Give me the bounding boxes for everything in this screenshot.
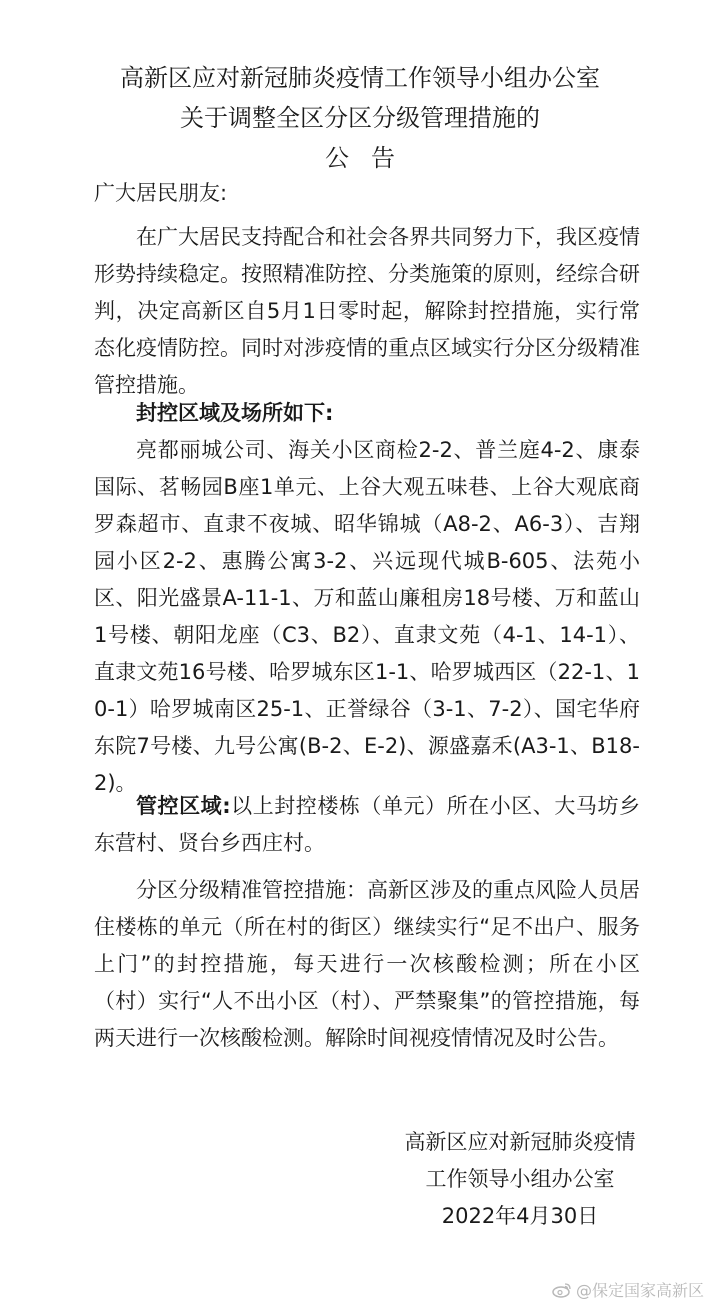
paragraph-control-area	[94, 788, 640, 862]
paragraph-measures: 分区分级精准管控措施：高新区涉及的重点风险人员居住楼栋的单元（所在村的街区）继续实行“足不出户、服务上门”的封控措施，每天进行一次核酸检测；所在小区（村）实行“人不出小区（村）、严禁聚集”的管控措施，每两天进行一次核酸检测。解除时间视疫情情况及时公告。	[94, 878, 640, 1050]
paragraph-lockdown-list: 亮都丽城公司、海关小区商检2-2、普兰庭4-2、康泰国际、茗畅园B座1单元、上谷大观五味巷、上谷大观底商罗森超市、直隶不夜城、昭华锦城（A8-2、A6-3）、吉翔园小区2-2、惠腾公寓3-2、兴远现代城B-605、法苑小区、阳光盛景A-11-1、万和蓝山廉租房18号楼、万和蓝山1号楼、朝阳龙座（C3、B2）、直隶文苑（4-1、14-1）、直隶文苑16号楼、哈罗城东区1-1、哈罗城西区（22-1、10-1）哈罗城南区25-1、正誉绿谷（3-1、7-2）、国宅华府东院7号楼、九号公寓(B-2、E-2)、源盛嘉禾(A3-1、B18-2)。	[94, 438, 640, 795]
title-line-2: 关于调整全区分区分级管理措施的	[180, 104, 540, 132]
title-line-3: 公告	[325, 144, 417, 172]
paragraph-intro: 在广大居民支持配合和社会各界共同努力下，我区疫情形势持续稳定。按照精准防控、分类施策的原则，经综合研判，决定高新区自5月1日零时起，解除封控措施，实行常态化疫情防控。同时对涉疫情的重点区域实行分区分级精准管控措施。	[94, 225, 640, 397]
paragraph-lockdown-heading: 封控区域及场所如下:	[136, 401, 334, 425]
document-title	[0, 58, 720, 178]
salutation: 广大居民朋友:	[94, 181, 228, 205]
signature-line-2: 工作领导小组办公室	[425, 1167, 615, 1191]
signature-block	[370, 1124, 670, 1235]
signature-line-1: 高新区应对新冠肺炎疫情	[404, 1130, 636, 1154]
title-line-1: 高新区应对新冠肺炎疫情工作领导小组办公室	[120, 64, 600, 92]
control-area-label: 管控区域:	[136, 794, 231, 818]
weibo-icon	[552, 1282, 572, 1298]
watermark-text: @保定国家高新区	[575, 1281, 704, 1300]
control-area-text: 以上封控楼栋（单元）所在小区、大马坊乡东营村、贤台乡西庄村。	[94, 794, 640, 855]
signature-date: 2022年4月30日	[441, 1204, 599, 1228]
watermark	[552, 1278, 704, 1301]
